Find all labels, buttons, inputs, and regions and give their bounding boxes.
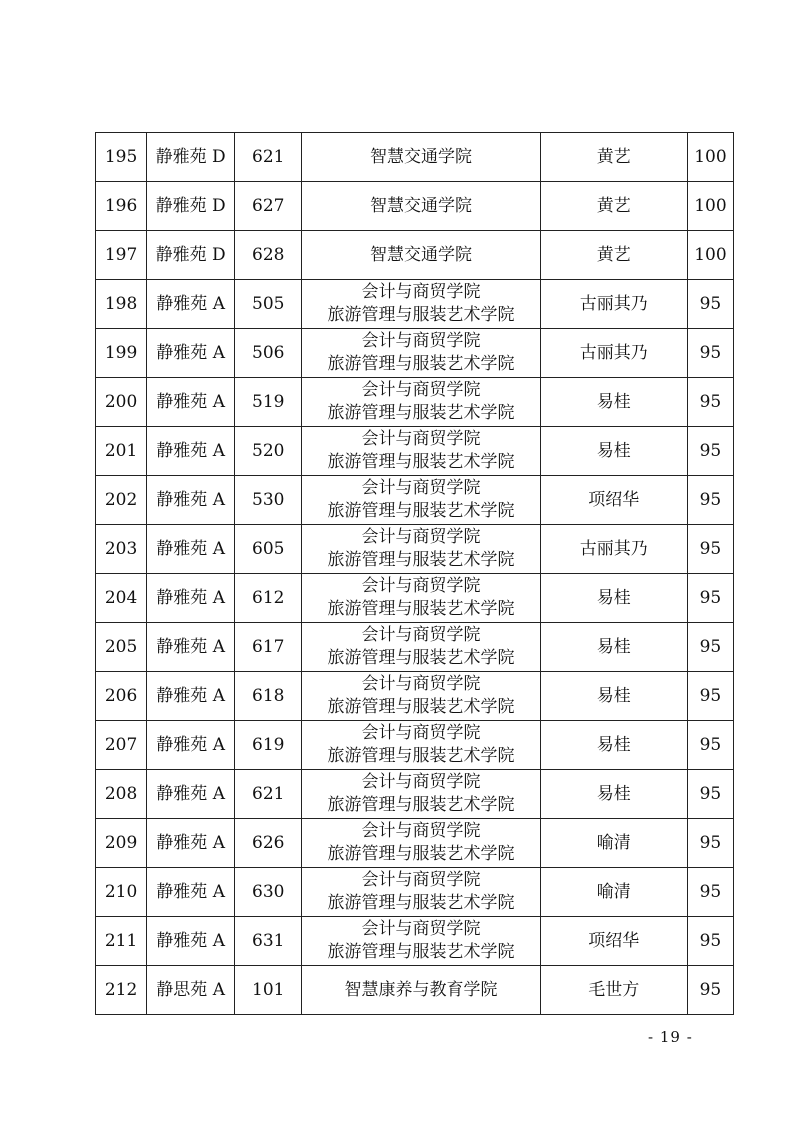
room-number-cell: 619 bbox=[235, 721, 302, 770]
college-name: 旅游管理与服装艺术学院 bbox=[327, 648, 515, 668]
college-name: 旅游管理与服装艺术学院 bbox=[327, 893, 515, 913]
college-name: 智慧交通学院 bbox=[369, 244, 472, 265]
room-number-cell: 612 bbox=[235, 574, 302, 623]
score-cell: 95 bbox=[687, 966, 733, 1015]
college-name: 会计与商贸学院 bbox=[361, 919, 481, 939]
building-cell: 静雅苑 D bbox=[147, 231, 235, 280]
score-cell: 100 bbox=[687, 133, 733, 182]
building-cell: 静雅苑 A bbox=[147, 819, 235, 868]
college-name: 旅游管理与服装艺术学院 bbox=[327, 942, 515, 962]
inspector-name-cell: 易桂 bbox=[540, 574, 687, 623]
room-number-cell: 519 bbox=[235, 378, 302, 427]
college-name: 会计与商贸学院 bbox=[361, 625, 481, 645]
row-number-cell: 212 bbox=[96, 966, 147, 1015]
table-body bbox=[96, 133, 734, 1015]
row-number-cell: 204 bbox=[96, 574, 147, 623]
row-number-cell: 210 bbox=[96, 868, 147, 917]
inspector-name-cell: 易桂 bbox=[540, 770, 687, 819]
table-row bbox=[96, 476, 734, 525]
row-number-cell: 202 bbox=[96, 476, 147, 525]
inspector-name-cell: 古丽其乃 bbox=[540, 525, 687, 574]
college-cell bbox=[302, 966, 540, 1015]
college-cell bbox=[302, 721, 540, 770]
college-name: 智慧康养与教育学院 bbox=[344, 979, 498, 1000]
college-name: 旅游管理与服装艺术学院 bbox=[327, 550, 515, 570]
row-number-cell: 200 bbox=[96, 378, 147, 427]
inspector-name-cell: 古丽其乃 bbox=[540, 280, 687, 329]
score-cell: 95 bbox=[687, 574, 733, 623]
inspector-name-cell: 易桂 bbox=[540, 672, 687, 721]
college-name: 会计与商贸学院 bbox=[361, 576, 481, 596]
building-cell: 静雅苑 A bbox=[147, 770, 235, 819]
room-number-cell: 621 bbox=[235, 133, 302, 182]
inspector-name-cell: 项绍华 bbox=[540, 476, 687, 525]
college-name: 会计与商贸学院 bbox=[361, 282, 481, 302]
row-number-cell: 201 bbox=[96, 427, 147, 476]
table-row bbox=[96, 182, 734, 231]
room-number-cell: 617 bbox=[235, 623, 302, 672]
table-row bbox=[96, 721, 734, 770]
college-name: 旅游管理与服装艺术学院 bbox=[327, 305, 515, 325]
row-number-cell: 198 bbox=[96, 280, 147, 329]
score-cell: 95 bbox=[687, 917, 733, 966]
score-cell: 95 bbox=[687, 770, 733, 819]
college-name: 旅游管理与服装艺术学院 bbox=[327, 599, 515, 619]
score-cell: 95 bbox=[687, 427, 733, 476]
table-row bbox=[96, 819, 734, 868]
college-name: 旅游管理与服装艺术学院 bbox=[327, 746, 515, 766]
building-cell: 静雅苑 A bbox=[147, 525, 235, 574]
college-cell bbox=[302, 868, 540, 917]
room-number-cell: 605 bbox=[235, 525, 302, 574]
building-cell: 静雅苑 A bbox=[147, 378, 235, 427]
college-cell bbox=[302, 917, 540, 966]
college-name: 智慧交通学院 bbox=[369, 195, 472, 216]
score-cell: 95 bbox=[687, 280, 733, 329]
table-row bbox=[96, 966, 734, 1015]
college-name: 会计与商贸学院 bbox=[361, 870, 481, 890]
building-cell: 静思苑 A bbox=[147, 966, 235, 1015]
college-name: 会计与商贸学院 bbox=[361, 478, 481, 498]
inspector-name-cell: 黄艺 bbox=[540, 133, 687, 182]
table-row bbox=[96, 133, 734, 182]
college-cell bbox=[302, 378, 540, 427]
building-cell: 静雅苑 A bbox=[147, 280, 235, 329]
room-number-cell: 631 bbox=[235, 917, 302, 966]
college-cell bbox=[302, 182, 540, 231]
college-name: 旅游管理与服装艺术学院 bbox=[327, 795, 515, 815]
score-cell: 100 bbox=[687, 182, 733, 231]
inspector-name-cell: 易桂 bbox=[540, 623, 687, 672]
score-cell: 95 bbox=[687, 721, 733, 770]
inspector-name-cell: 项绍华 bbox=[540, 917, 687, 966]
inspector-name-cell: 毛世方 bbox=[540, 966, 687, 1015]
room-number-cell: 628 bbox=[235, 231, 302, 280]
inspector-name-cell: 易桂 bbox=[540, 721, 687, 770]
room-number-cell: 618 bbox=[235, 672, 302, 721]
table-row bbox=[96, 868, 734, 917]
table-row bbox=[96, 525, 734, 574]
college-cell bbox=[302, 574, 540, 623]
college-name: 会计与商贸学院 bbox=[361, 331, 481, 351]
table-row bbox=[96, 329, 734, 378]
college-name: 会计与商贸学院 bbox=[361, 723, 481, 743]
row-number-cell: 203 bbox=[96, 525, 147, 574]
row-number-cell: 199 bbox=[96, 329, 147, 378]
college-name: 旅游管理与服装艺术学院 bbox=[327, 501, 515, 521]
college-name: 智慧交通学院 bbox=[369, 146, 472, 167]
room-number-cell: 621 bbox=[235, 770, 302, 819]
inspector-name-cell: 黄艺 bbox=[540, 231, 687, 280]
table-row bbox=[96, 280, 734, 329]
building-cell: 静雅苑 A bbox=[147, 672, 235, 721]
score-cell: 95 bbox=[687, 329, 733, 378]
building-cell: 静雅苑 D bbox=[147, 133, 235, 182]
building-cell: 静雅苑 D bbox=[147, 182, 235, 231]
room-number-cell: 530 bbox=[235, 476, 302, 525]
building-cell: 静雅苑 A bbox=[147, 427, 235, 476]
table-row bbox=[96, 672, 734, 721]
table-row bbox=[96, 623, 734, 672]
table-row bbox=[96, 917, 734, 966]
score-cell: 95 bbox=[687, 525, 733, 574]
college-cell bbox=[302, 280, 540, 329]
inspector-name-cell: 黄艺 bbox=[540, 182, 687, 231]
college-name: 旅游管理与服装艺术学院 bbox=[327, 354, 515, 374]
college-cell bbox=[302, 427, 540, 476]
college-name: 旅游管理与服装艺术学院 bbox=[327, 844, 515, 864]
room-number-cell: 626 bbox=[235, 819, 302, 868]
room-number-cell: 630 bbox=[235, 868, 302, 917]
row-number-cell: 205 bbox=[96, 623, 147, 672]
room-number-cell: 627 bbox=[235, 182, 302, 231]
college-cell bbox=[302, 231, 540, 280]
college-cell bbox=[302, 770, 540, 819]
table-row bbox=[96, 427, 734, 476]
score-cell: 95 bbox=[687, 623, 733, 672]
college-name: 旅游管理与服装艺术学院 bbox=[327, 403, 515, 423]
row-number-cell: 209 bbox=[96, 819, 147, 868]
row-number-cell: 197 bbox=[96, 231, 147, 280]
row-number-cell: 208 bbox=[96, 770, 147, 819]
score-cell: 95 bbox=[687, 378, 733, 427]
building-cell: 静雅苑 A bbox=[147, 868, 235, 917]
building-cell: 静雅苑 A bbox=[147, 329, 235, 378]
row-number-cell: 211 bbox=[96, 917, 147, 966]
room-number-cell: 101 bbox=[235, 966, 302, 1015]
college-cell bbox=[302, 133, 540, 182]
college-cell bbox=[302, 329, 540, 378]
building-cell: 静雅苑 A bbox=[147, 574, 235, 623]
inspector-name-cell: 易桂 bbox=[540, 378, 687, 427]
page-number: - 19 - bbox=[648, 1028, 693, 1046]
row-number-cell: 196 bbox=[96, 182, 147, 231]
score-cell: 95 bbox=[687, 476, 733, 525]
college-name: 会计与商贸学院 bbox=[361, 674, 481, 694]
college-name: 会计与商贸学院 bbox=[361, 772, 481, 792]
building-cell: 静雅苑 A bbox=[147, 917, 235, 966]
college-cell bbox=[302, 672, 540, 721]
inspector-name-cell: 喻清 bbox=[540, 819, 687, 868]
college-cell bbox=[302, 819, 540, 868]
college-name: 会计与商贸学院 bbox=[361, 380, 481, 400]
college-cell bbox=[302, 476, 540, 525]
inspector-name-cell: 喻清 bbox=[540, 868, 687, 917]
score-cell: 95 bbox=[687, 868, 733, 917]
building-cell: 静雅苑 A bbox=[147, 476, 235, 525]
building-cell: 静雅苑 A bbox=[147, 721, 235, 770]
score-cell: 95 bbox=[687, 819, 733, 868]
room-number-cell: 520 bbox=[235, 427, 302, 476]
table-row bbox=[96, 770, 734, 819]
college-cell bbox=[302, 525, 540, 574]
row-number-cell: 195 bbox=[96, 133, 147, 182]
room-number-cell: 506 bbox=[235, 329, 302, 378]
table-row bbox=[96, 574, 734, 623]
inspector-name-cell: 古丽其乃 bbox=[540, 329, 687, 378]
table-row bbox=[96, 231, 734, 280]
college-name: 会计与商贸学院 bbox=[361, 429, 481, 449]
room-number-cell: 505 bbox=[235, 280, 302, 329]
college-name: 旅游管理与服装艺术学院 bbox=[327, 697, 515, 717]
college-name: 会计与商贸学院 bbox=[361, 527, 481, 547]
table-row bbox=[96, 378, 734, 427]
score-cell: 95 bbox=[687, 672, 733, 721]
row-number-cell: 206 bbox=[96, 672, 147, 721]
building-cell: 静雅苑 A bbox=[147, 623, 235, 672]
row-number-cell: 207 bbox=[96, 721, 147, 770]
score-cell: 100 bbox=[687, 231, 733, 280]
college-name: 会计与商贸学院 bbox=[361, 821, 481, 841]
dormitory-score-table bbox=[95, 132, 734, 1015]
college-cell bbox=[302, 623, 540, 672]
inspector-name-cell: 易桂 bbox=[540, 427, 687, 476]
college-name: 旅游管理与服装艺术学院 bbox=[327, 452, 515, 472]
